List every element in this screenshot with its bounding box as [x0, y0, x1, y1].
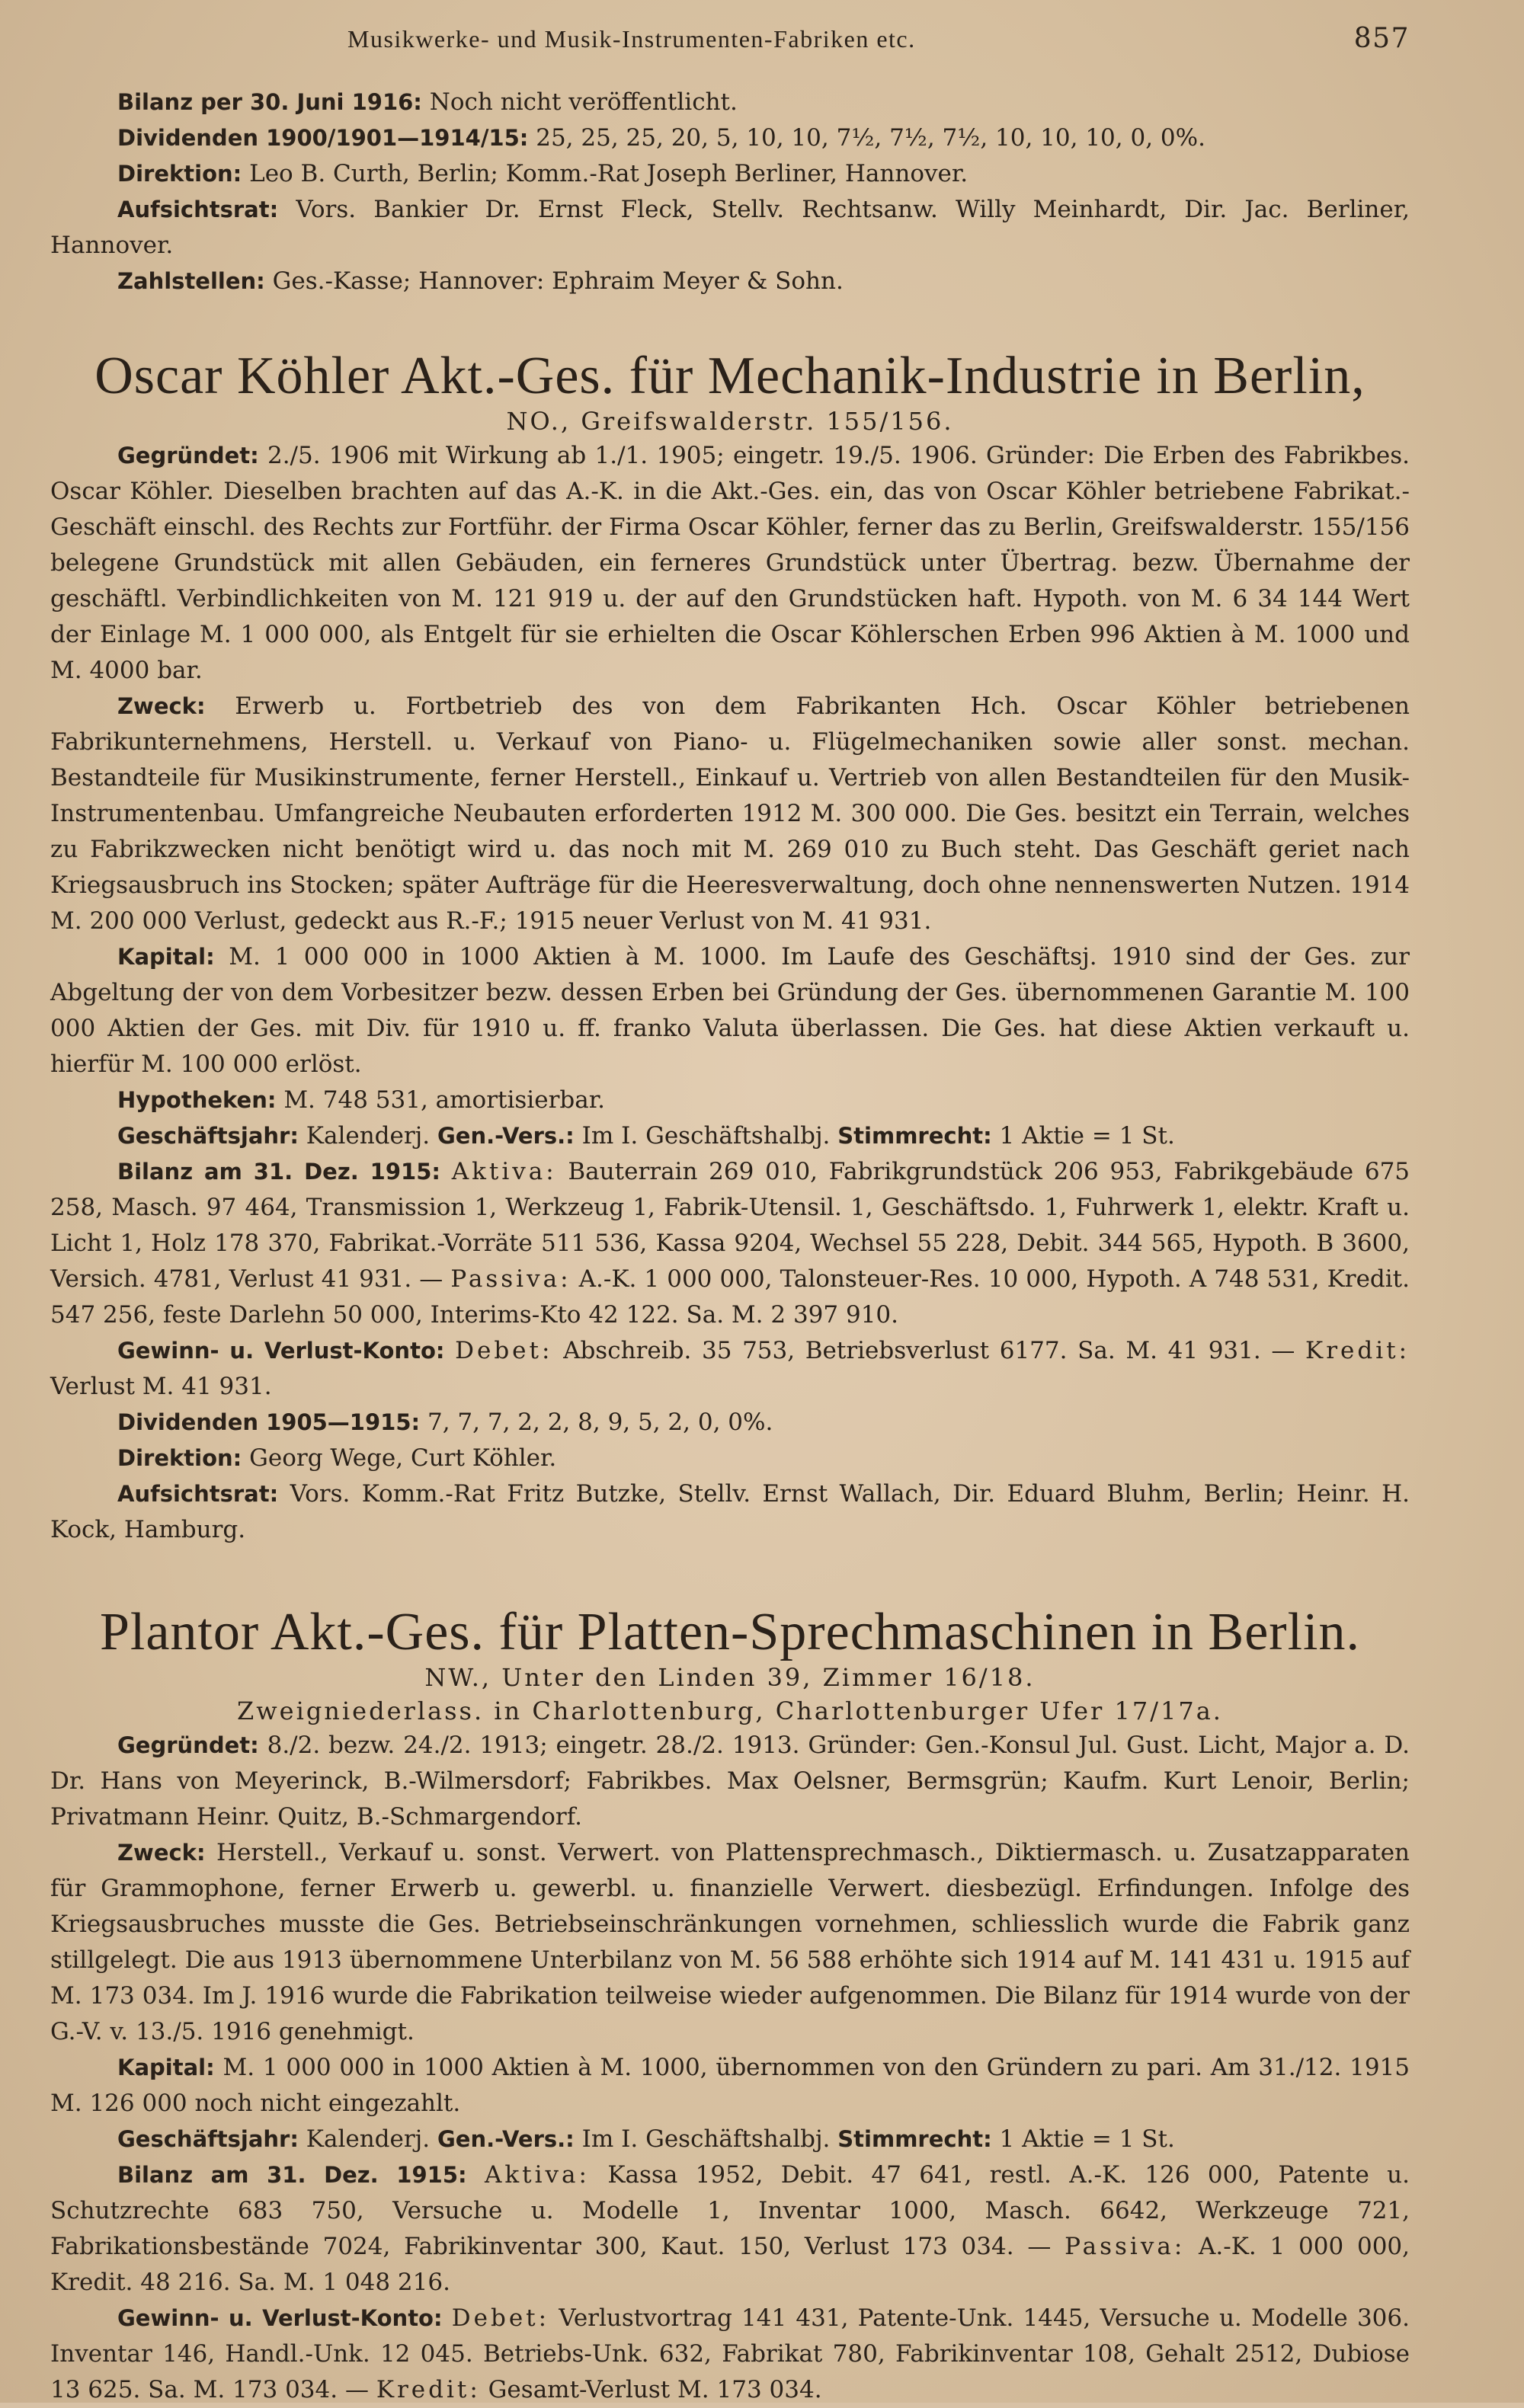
paragraph-gegruendet: Gegründet: 8./2. bezw. 24./2. 1913; eingetr. 28./2. 1913. Gründer: Gen.-Konsul Jul. Gust. Licht, Major a. D. Dr. Hans von Meyerinck, B.-Wilmersdorf; Fabrikbes. Max Oelsner, Bermsgrün; Kaufm. Kurt Lenoir, Berlin; Privatmann Heinr. Quitz, B.-Schmargendorf. — [50, 1732, 1410, 1831]
paragraph-geschaeftsjahr: Geschäftsjahr: Kalenderj. Gen.-Vers.: Im I. Geschäftshalbj. Stimmrecht: 1 Aktie = 1 St. — [117, 2125, 1175, 2153]
paragraph-aufsichtsrat: Aufsichtsrat: Vors. Bankier Dr. Ernst Fleck, Stellv. Rechtsanw. Willy Meinhardt, Dir. Jac. Berliner, Hannover. — [50, 196, 1410, 259]
page-number: 857 — [1353, 23, 1410, 54]
paragraph-zweck: Zweck: Herstell., Verkauf u. sonst. Verwert. von Plattensprechmasch., Diktiermasch. u. Zusatzapparaten für Grammophone, ferner Erwerb u. gewerbl. u. finanzielle Verwert. diesbezügl. Erfindungen. Infolge des Kriegsausbruches musste die Ges. Betriebseinschränkungen vornehmen, schliesslich wurde die Fabrik ganz stillgelegt. Die aus 1913 übernommene Unterbilanz von M. 56 588 erhöhte sich 1914 auf M. 141 431 u. 1915 auf M. 173 034. Im J. 1916 wurde die Fabrikation teilweise wieder aufgenommen. Die Bilanz für 1914 wurde von der G.-V. v. 13./5. 1916 genehmigt. — [50, 1839, 1410, 2045]
paragraph-bilanz: Bilanz per 30. Juni 1916: Noch nicht veröffentlicht. — [117, 88, 738, 116]
company-branch: Zweigniederlass. in Charlottenburg, Charlottenburger Ufer 17/17a. — [237, 1696, 1223, 1725]
previous-company-tail — [50, 85, 1410, 299]
company-title: Plantor Akt.-Ges. für Platten-Sprechmaschinen in Berlin. — [99, 1603, 1360, 1661]
company-address: NW., Unter den Linden 39, Zimmer 16/18. — [424, 1663, 1036, 1692]
paragraph-dividenden: Dividenden 1900/1901—1914/15: 25, 25, 25, 20, 5, 10, 10, 7½, 7½, 7½, 10, 10, 10, 0, 0%. — [117, 124, 1205, 152]
paragraph-kapital: Kapital: M. 1 000 000 in 1000 Aktien à M. 1000, übernommen von den Gründern zu pari. Am 31./12. 1915 M. 126 000 noch nicht eingezahlt. — [50, 2054, 1410, 2117]
paragraph-dividenden: Dividenden 1905—1915: 7, 7, 7, 2, 2, 8, 9, 5, 2, 0, 0%. — [117, 1409, 773, 1436]
paragraph-aufsichtsrat: Aufsichtsrat: Vors. Komm.-Rat Fritz Butzke, Stellv. Ernst Wallach, Dir. Eduard Bluhm, Berlin; Heinr. H. Kock, Hamburg. — [50, 1480, 1410, 1543]
paragraph-direktion: Direktion: Leo B. Curth, Berlin; Komm.-Rat Joseph Berliner, Hannover. — [117, 160, 969, 187]
paragraph-gegruendet: Gegründet: 2./5. 1906 mit Wirkung ab 1./1. 1905; eingetr. 19./5. 1906. Gründer: Die Erben des Fabrikbes. Oscar Köhler. Dieselben brachten auf das A.-K. in die Akt.-Ges. ein, das von Oscar Köhler betriebene Fabrikat.-Geschäft einschl. des Rechts zur Fortführ. der Firma Oscar Köhler, ferner das zu Berlin, Greifswalderstr. 155/156 belegene Grundstück mit allen Gebäuden, ein ferneres Grundstück unter Übertrag. bezw. Übernahme der geschäftl. Verbindlichkeiten von M. 121 919 u. der auf den Grundstücken haft. Hypoth. von M. 6 34 144 Wert der Einlage M. 1 000 000, als Entgelt für sie erhielten die Oscar Köhlerschen Erben 996 Aktien à M. 1000 und M. 4000 bar. — [50, 442, 1410, 684]
paragraph-bilanz: Bilanz am 31. Dez. 1915: Aktiva: Bauterrain 269 010, Fabrikgrundstück 206 953, Fabrikgebäude 675 258, Masch. 97 464, Transmission 1, Werkzeug 1, Fabrik-Utensil. 1, Geschäftsdo. 1, Fuhrwerk 1, elektr. Kraft u. Licht 1, Holz 178 370, Fabrikat.-Vorräte 511 536, Kassa 9204, Wechsel 55 228, Debit. 344 565, Hypoth. B 3600, Versich. 4781, Verlust 41 931. — Passiva: A.-K. 1 000 000, Talonsteuer-Res. 10 000, Hypoth. A 748 531, Kredit. 547 256, feste Darlehn 50 000, Interims-Kto 42 122. Sa. M. 2 397 910. — [50, 1158, 1410, 1329]
paragraph-direktion: Direktion: Georg Wege, Curt Köhler. — [117, 1444, 557, 1472]
paragraph-bilanz: Bilanz am 31. Dez. 1915: Aktiva: Kassa 1952, Debit. 47 641, restl. A.-K. 126 000, Patente u. Schutzrechte 683 750, Versuche u. Modelle 1, Inventar 1000, Masch. 6642, Werkzeuge 721, Fabrikationsbestände 7024, Fabrikinventar 300, Kaut. 150, Verlust 173 034. — Passiva: A.-K. 1 000 000, Kredit. 48 216. Sa. M. 1 048 216. — [50, 2161, 1410, 2296]
paragraph-geschaeftsjahr: Geschäftsjahr: Kalenderj. Gen.-Vers.: Im I. Geschäftshalbj. Stimmrecht: 1 Aktie = 1 St. — [117, 1122, 1175, 1150]
page-header — [50, 23, 1410, 54]
company-title: Oscar Köhler Akt.-Ges. für Mechanik-Industrie in Berlin, — [94, 347, 1366, 405]
paragraph-hypotheken: Hypotheken: M. 748 531, amortisierbar. — [117, 1086, 605, 1114]
paragraph-gewinn-verlust: Gewinn- u. Verlust-Konto: Debet: Verlustvortrag 141 431, Patente-Unk. 1445, Versuche u. Modelle 306. Inventar 146, Handl.-Unk. 12 045. Betriebs-Unk. 632, Fabrikat 780, Fabrikinventar 108, Gehalt 2512, Dubiose 13 625. Sa. M. 173 034. — Kredit: Gesamt-Verlust M. 173 034. — [50, 2304, 1410, 2403]
paragraph-gewinn-verlust: Gewinn- u. Verlust-Konto: Debet: Abschreib. 35 753, Betriebsverlust 6177. Sa. M. 41 931. — Kredit: Verlust M. 41 931. — [50, 1337, 1410, 1400]
paragraph-kapital: Kapital: M. 1 000 000 in 1000 Aktien à M. 1000. Im Laufe des Geschäftsj. 1910 sind der Ges. zur Abgeltung der von dem Vorbesitzer bezw. dessen Erben bei Gründung der Ges. übernommenen Garantie M. 100 000 Aktien der Ges. mit Div. für 1910 u. ff. franko Valuta überlassen. Die Ges. hat diese Aktien verkauft u. hierfür M. 100 000 erlöst. — [50, 943, 1410, 1078]
company-koehler — [50, 348, 1410, 1548]
running-title: Musikwerke- und Musik-Instrumenten-Fabriken etc. — [347, 25, 916, 53]
paragraph-zahlstellen: Zahlstellen: Ges.-Kasse; Hannover: Ephraim Meyer & Sohn. — [117, 267, 844, 295]
company-plantor — [50, 1604, 1410, 2408]
paragraph-zweck: Zweck: Erwerb u. Fortbetrieb des von dem Fabrikanten Hch. Oscar Köhler betriebenen Fabrikunternehmens, Herstell. u. Verkauf von Piano- u. Flügelmechaniken sowie aller sonst. mechan. Bestandteile für Musikinstrumente, ferner Herstell., Einkauf u. Vertrieb von allen Bestandteilen für den Musik-Instrumentenbau. Umfangreiche Neubauten erforderten 1912 M. 300 000. Die Ges. besitzt ein Terrain, welches zu Fabrikzwecken nicht benötigt wird u. das noch mit M. 269 010 zu Buch steht. Das Geschäft geriet nach Kriegsausbruch ins Stocken; später Aufträge für die Heeresverwaltung, doch ohne nennenswerten Nutzen. 1914 M. 200 000 Verlust, gedeckt aus R.-F.; 1915 neuer Verlust von M. 41 931. — [50, 692, 1410, 935]
company-address: NO., Greifswalderstr. 155/156. — [506, 407, 954, 436]
